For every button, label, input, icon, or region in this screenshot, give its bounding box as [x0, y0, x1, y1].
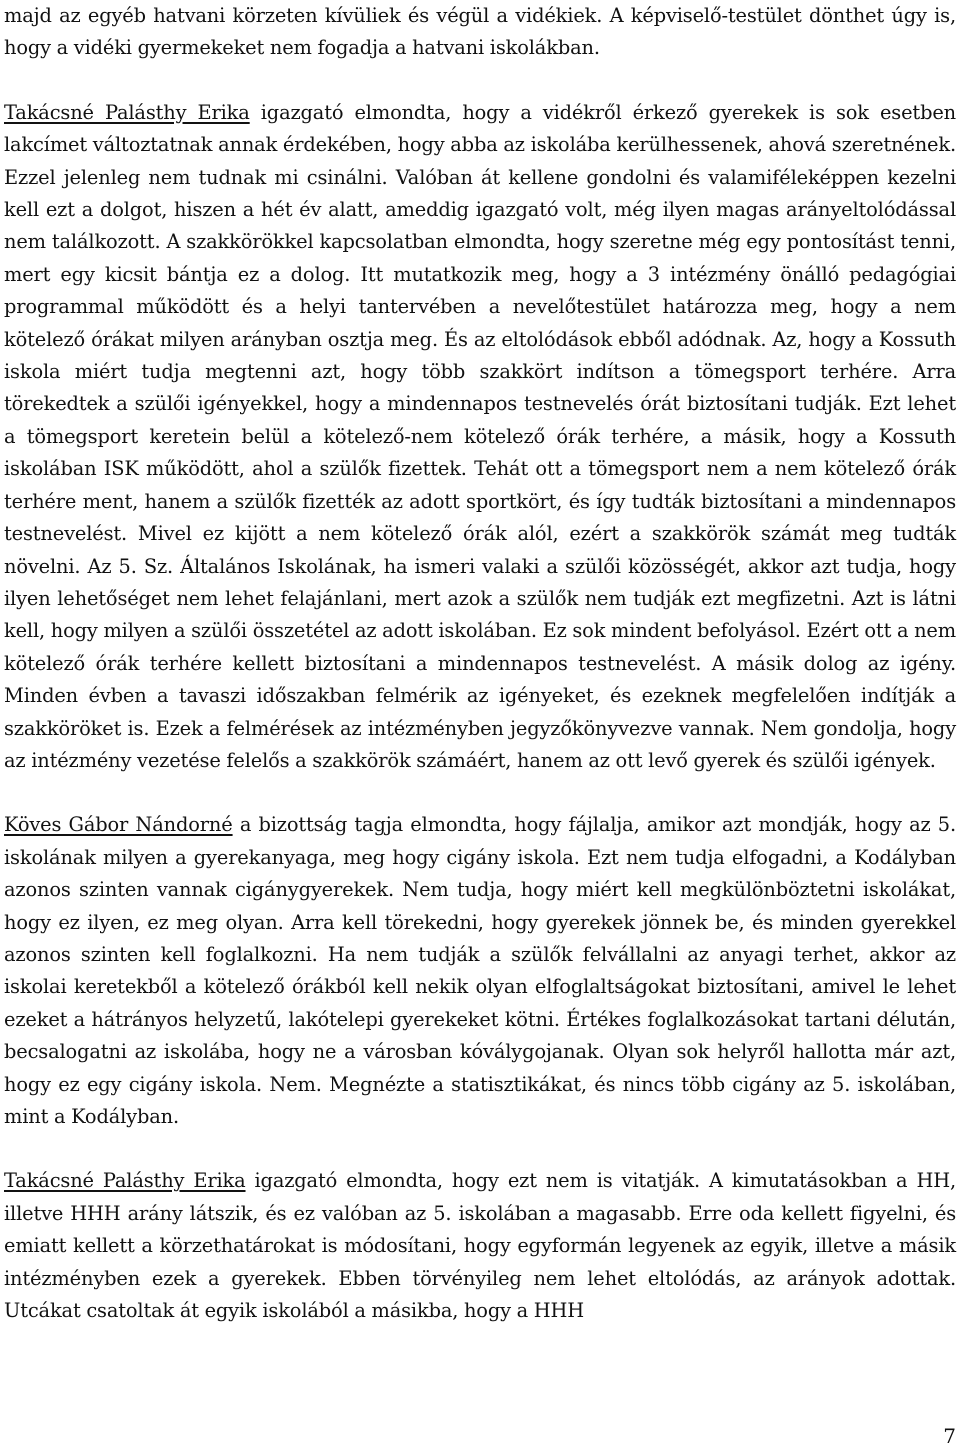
paragraph-text: a bizottság tagja elmondta, hogy fájlalja, amikor azt mondják, hogy az 5. iskolának milyen a gyerekanyaga, meg hogy cigány iskola. Ezt nem tudja elfogadni, a Kodályban azonos szinten vannak cigánygyerekek. Nem tudja, hogy miért kell megkülönböztetni iskolákat, hogy ez ilyen, ez meg olyan. Arra kell törekedni, hogy gyerekek jönnek be, és minden gyerekkel azonos szinten kell foglalkozni. Ha nem tudják a szülők felvállalni az anyagi terhet, akkor az iskolai keretekből a kötelező órákból kell nekik olyan elfoglaltságokat biztosítani, amivel le lehet ezeket a hátrányos helyzetű, lakótelepi gyerekeket kötni. Értékes foglalkozásokat tartani délután, becsalogatni az iskolába, hogy ne a városban kóválygojanak. Olyan sok helyről hallotta már azt, hogy ez egy cigány iskola. Nem. Megnézte a statisztikákat, és nincs több cigány az 5. iskolában, mint a Kodályban.	[4, 813, 956, 1128]
speaker-name: Takácsné Palásthy Erika	[4, 1169, 246, 1193]
paragraph-text: igazgató elmondta, hogy a vidékről érkező gyerekek is sok esetben lakcímet változtatnak annak érdekében, hogy abba az iskolába kerülhessenek, ahová szeretnének. Ezzel jelenleg nem tudnak mi csinálni. Valóban át kellene gondolni és valamiféleképpen kezelni kell ezt a dolgot, hiszen a hét év alatt, ameddig igazgató volt, még ilyen magas arányeltolódással nem találkozott. A szakkörökkel kapcsolatban elmondta, hogy szeretne még egy pontosítást tenni, mert egy kicsit bántja ez a dolog. Itt mutatkozik meg, hogy a 3 intézmény önálló pedagógiai programmal működött és a helyi tantervében a nevelőtestület határozza meg, hogy a nem kötelező órákat milyen arányban osztja meg. És az eltolódások ebből adódnak. Az, hogy a Kossuth iskola miért tudja megtenni azt, hogy több szakkört indítson a tömegsport terhére. Arra törekedtek a szülői igényekkel, hogy a mindennapos testnevelés órát biztosítani tudják. Ezt lehet a tömegsport keretein belül a kötelező-nem kötelező órák terhére, a másik, hogy a Kossuth iskolában ISK működött, ahol a szülők fizettek. Tehát ott a tömegsport nem a nem kötelező órák terhére ment, hanem a szülők fizették az adott sportkört, és így tudták biztosítani a mindennapos testnevelést. Mivel ez kijött a nem kötelező órák alól, ezért a szakkörök számát meg tudták növelni. Az 5. Sz. Általános Iskolának, ha ismeri valaki a szülői közösségét, akkor azt tudja, hogy ilyen lehetőséget nem lehet felajánlani, mert azok a szülők nem tudják ezt megfizetni. Azt is látni kell, hogy milyen a szülői összetétel az adott iskolában. Ez sok mindent befolyásol. Ezért ott a nem kötelező órák terhére kellett biztosítani a mindennapos testnevelést. A másik dolog az igény. Minden évben a tavaszi időszakban felmérik az igényeket, és ezeknek megfelelően indítják a szakköröket is. Ezek a felmérések az intézményben jegyzőkönyvezve vannak. Nem gondolja, hogy az intézmény vezetése felelős a szakkörök számáért, hanem az ott levő gyerek és szülői igények.	[4, 100, 956, 772]
paragraph-3	[4, 809, 956, 1133]
paragraph-text: majd az egyéb hatvani körzeten kívüliek és végül a vidékiek. A képviselő-testület dönthet úgy is, hogy a vidéki gyermekeket nem fogadja a hatvani iskolákban.	[4, 4, 956, 60]
document-page	[4, 0, 956, 1327]
paragraph-2	[4, 97, 956, 778]
speaker-name: Takácsné Palásthy Erika	[4, 100, 250, 124]
paragraph-4	[4, 1165, 956, 1327]
page-number: 7	[943, 1424, 956, 1448]
paragraph-1	[4, 0, 956, 65]
paragraph-text: igazgató elmondta, hogy ezt nem is vitatják. A kimutatásokban a HH, illetve HHH arány látszik, és ez valóban az 5. iskolában a magasabb. Erre oda kellett figyelni, és emiatt kellett a körzethatárokat is módosítani, hogy egyformán legyenek az egyik, illetve a másik intézményben ezek a gyerekek. Ebben törvényileg nem lehet eltolódás, az arányok adottak. Utcákat csatoltak át egyik iskolából a másikba, hogy a HHH	[4, 1169, 956, 1323]
speaker-name: Köves Gábor Nándorné	[4, 813, 233, 837]
